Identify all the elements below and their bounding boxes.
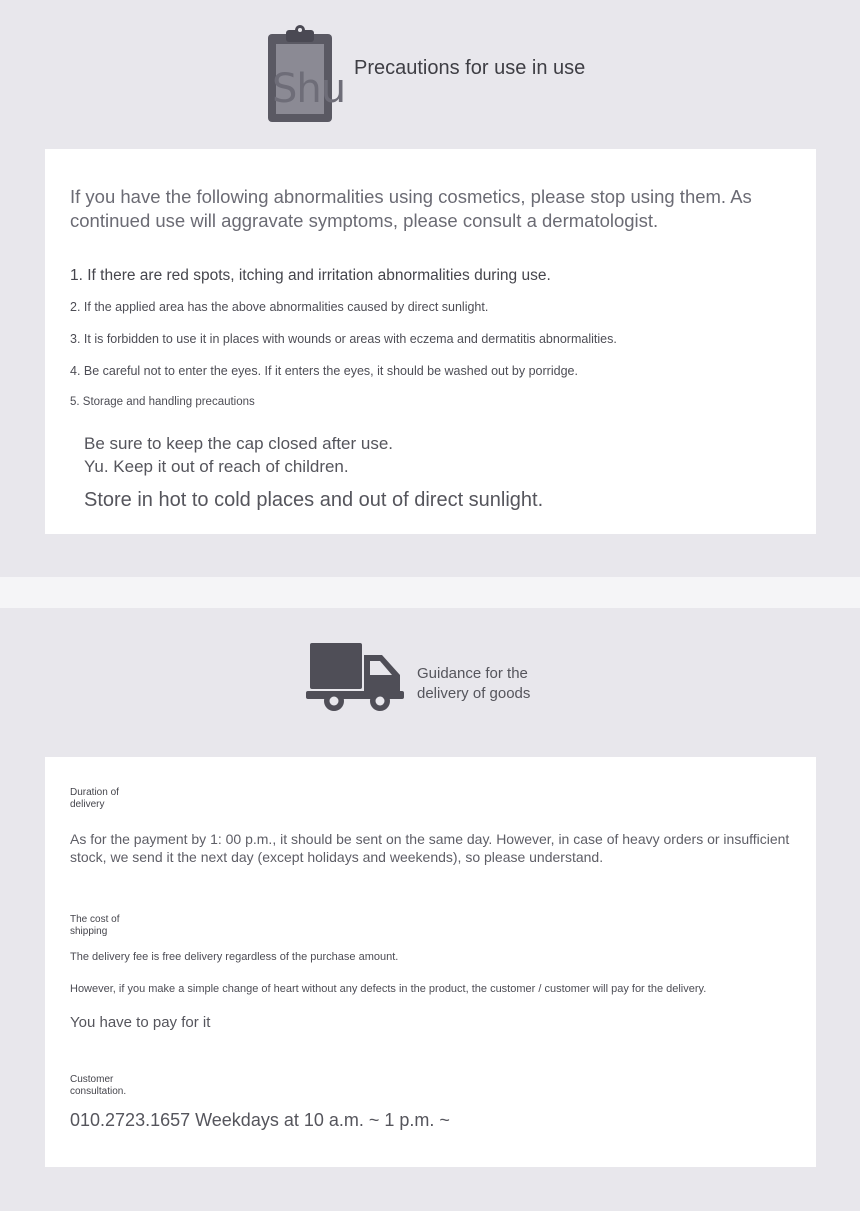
precaution-item-2: 2. If the applied area has the above abnormalities caused by direct sunlight. (70, 300, 489, 314)
consult-label: Customer consultation. (70, 1074, 127, 1097)
delivery-truck-icon (306, 641, 406, 713)
precautions-card (45, 149, 816, 534)
cap-note: Be sure to keep the cap closed after use. Yu. Keep it out of reach of children. (84, 434, 394, 476)
precaution-item-3: 3. It is forbidden to use it in places with wounds or areas with eczema and dermatitis abnormalities. (70, 332, 617, 346)
delivery-card (45, 757, 816, 1167)
precautions-title: Precautions for use in use (354, 57, 586, 79)
precaution-item-4: 4. Be careful not to enter the eyes. If it enters the eyes, it should be washed out by porridge. (70, 364, 578, 378)
precaution-item-1: 1. If there are red spots, itching and irritation abnormalities during use. (70, 267, 551, 284)
duration-label: Duration of delivery (70, 787, 119, 810)
storage-note: Store in hot to cold places and out of direct sunlight. (84, 489, 544, 511)
cost-label: The cost of shipping (70, 914, 120, 937)
section-divider (0, 577, 860, 608)
delivery-title: Guidance for the delivery of goods (417, 665, 531, 702)
cost-line-2: However, if you make a simple change of heart without any defects in the product, the customer / customer will pay for the delivery. (70, 983, 707, 995)
consult-text: 010.2723.1657 Weekdays at 10 a.m. ~ 1 p.m. ~ (70, 1110, 450, 1130)
cost-line-1: The delivery fee is free delivery regardless of the purchase amount. (70, 951, 399, 963)
precaution-item-5: 5. Storage and handling precautions (70, 396, 255, 408)
cost-line-3: You have to pay for it (70, 1014, 211, 1031)
precautions-intro: If you have the following abnormalities using cosmetics, please stop using them. As continued use will aggravate symptoms, please consult a dermatologist. (70, 186, 752, 231)
duration-text: As for the payment by 1: 00 p.m., it should be sent on the same day. However, in case of heavy orders or insufficient stock, we send it the next day (except holidays and weekends), so please understand. (70, 831, 790, 865)
clipboard-badge-text: Shu (272, 66, 346, 112)
